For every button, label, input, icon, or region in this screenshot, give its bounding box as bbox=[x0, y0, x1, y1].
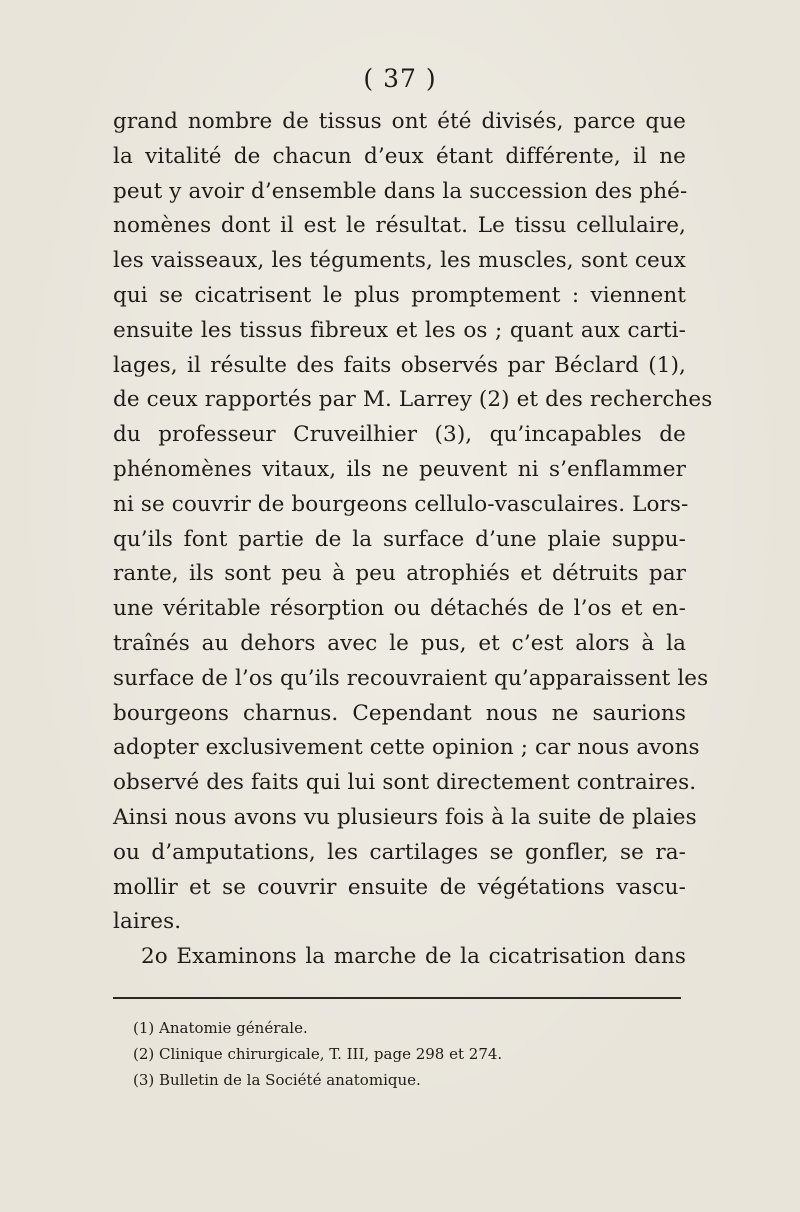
text-line: laires. bbox=[113, 909, 182, 935]
text-line: ensuite les tissus fibreux et les os ; quant aux carti- bbox=[113, 317, 686, 343]
body-text bbox=[113, 105, 713, 975]
text-line: les vaisseaux, les téguments, les muscles, sont ceux bbox=[113, 248, 686, 274]
text-line: observé des faits qui lui sont directement contraires. bbox=[113, 770, 697, 796]
text-line: mollir et se couvrir ensuite de végétations vascu- bbox=[113, 874, 686, 900]
text-line: ou d’amputations, les cartilages se gonfler, se ra- bbox=[113, 839, 686, 865]
text-line: adopter exclusivement cette opinion ; car nous avons bbox=[113, 735, 700, 761]
text-line: la vitalité de chacun d’eux étant différente, il ne bbox=[113, 143, 686, 169]
text-line: bourgeons charnus. Cependant nous ne saurions bbox=[113, 700, 686, 726]
text-line: qui se cicatrisent le plus promptement : viennent bbox=[113, 282, 686, 308]
text-line: lages, il résulte des faits observés par Béclard (1), bbox=[113, 352, 686, 378]
footnotes bbox=[133, 1015, 673, 1093]
text-line: ni se couvrir de bourgeons cellulo-vasculaires. Lors- bbox=[113, 491, 689, 517]
text-line: nomènes dont il est le résultat. Le tissu cellulaire, bbox=[113, 213, 686, 239]
text-line: qu’ils font partie de la surface d’une plaie suppu- bbox=[113, 526, 686, 552]
text-line: grand nombre de tissus ont été divisés, parce que bbox=[113, 109, 686, 134]
text-line-next-section: 2o Examinons la marche de la cicatrisation dans bbox=[141, 944, 686, 970]
footnote-2: (2) Clinique chirurgicale, T. III, page 298 et 274. bbox=[133, 1045, 503, 1063]
text-line: peut y avoir d’ensemble dans la succession des phé- bbox=[113, 178, 688, 204]
text-line: rante, ils sont peu à peu atrophiés et détruits par bbox=[113, 561, 686, 587]
text-line: phénomènes vitaux, ils ne peuvent ni s’enflammer bbox=[113, 456, 686, 482]
footnote-divider bbox=[113, 997, 681, 999]
text-line: traînés au dehors avec le pus, et c’est alors à la bbox=[113, 630, 686, 656]
text-line: surface de l’os qu’ils recouvraient qu’apparaissent les bbox=[113, 665, 709, 691]
text-line: une véritable résorption ou détachés de l’os et en- bbox=[113, 596, 686, 622]
text-line: Ainsi nous avons vu plusieurs fois à la suite de plaies bbox=[113, 804, 697, 830]
page-number: ( 37 ) bbox=[363, 64, 437, 93]
text-line: du professeur Cruveilhier (3), qu’incapables de bbox=[113, 422, 686, 448]
footnote-1: (1) Anatomie générale. bbox=[133, 1019, 308, 1037]
text-line: de ceux rapportés par M. Larrey (2) et des recherches bbox=[113, 387, 713, 413]
footnote-3: (3) Bulletin de la Société anatomique. bbox=[133, 1071, 421, 1089]
